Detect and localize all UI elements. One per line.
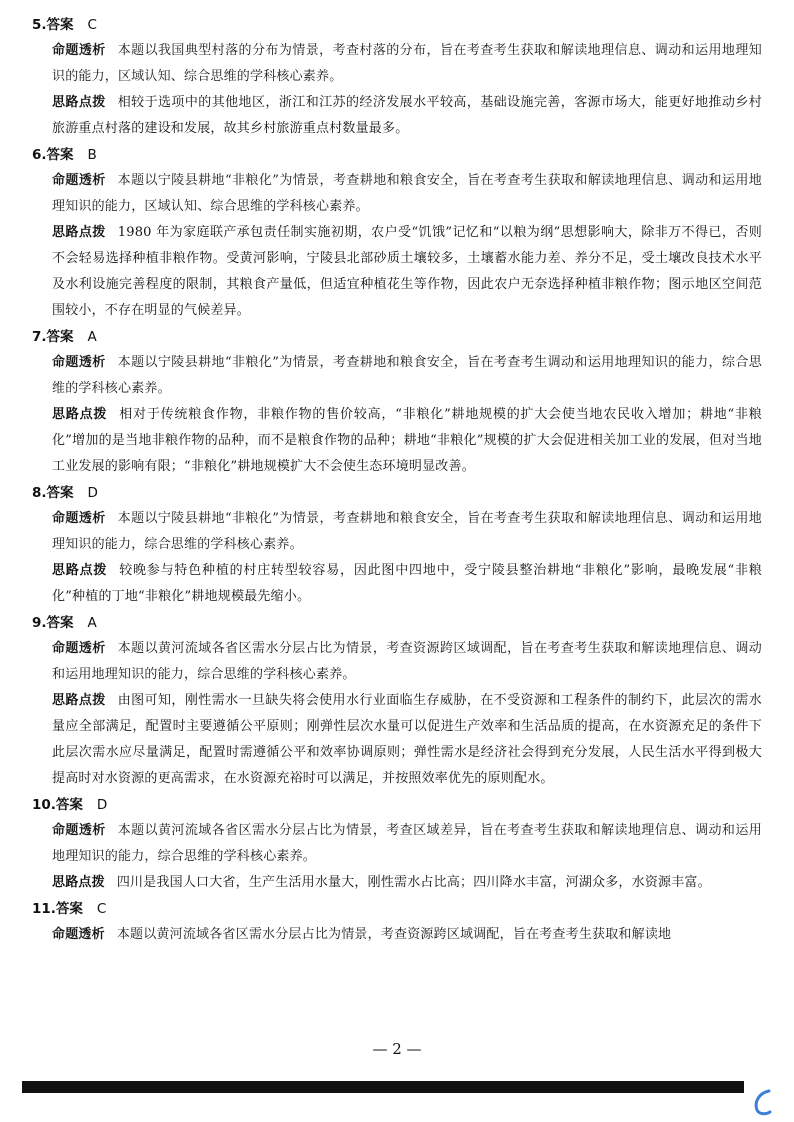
analysis-label: 命题透析 xyxy=(52,511,106,526)
answer-label: 答案 xyxy=(55,797,83,813)
hint-text: 四川是我国人口大省，生产生活用水量大，刚性需水占比高；四川降水丰富，河湖众多，水资源丰富。 xyxy=(116,875,711,890)
hint-text: 1980 年为家庭联产承包责任制实施初期，农户受“饥饿”记忆和“以粮为纲”思想影响大，除非万不得已，否则不会轻易选择种植非粮作物。受黄河影响，宁陵县北部砂质土壤较多，土壤蓄水能力差、养分不足，受土壤改良技术水平及水利设施完善程度的限制，其粮食产量低，但适宜种植花生等作物，因此农户无奈选择种植非粮作物；图示地区空间范围较小，不存在明显的气候差异。 xyxy=(52,225,762,318)
answer-letter: D xyxy=(96,797,108,813)
hint-label: 思路点拨 xyxy=(52,95,106,110)
answer-heading xyxy=(32,610,762,636)
question-number: 9. xyxy=(32,615,47,631)
answer-item xyxy=(32,480,762,610)
question-number: 6. xyxy=(32,147,47,163)
answer-item xyxy=(32,142,762,324)
answer-label: 答案 xyxy=(46,485,74,501)
hint-label: 思路点拨 xyxy=(52,875,105,890)
hint-text: 较晚参与特色种植的村庄转型较容易，因此图中四地中，受宁陵县整治耕地“非粮化”影响，最晚发展“非粮化”种植的丁地“非粮化”耕地规模最先缩小。 xyxy=(52,563,762,604)
hint-text: 由图可知，刚性需水一旦缺失将会使用水行业面临生存威胁，在不受资源和工程条件的制约下，此层次的需水量应全部满足，配置时主要遵循公平原则；刚弹性层次水量可以促进生产效率和生活品质的提高，在水资源充足的条件下此层次需水应尽量满足，配置时需遵循公平和效率协调原则；弹性需水是经济社会得到充分发展，人民生活水平得到极大提高时对水资源的更高需求，在水资源充裕时可以满足，并按照效率优先的原则配水。 xyxy=(52,693,762,786)
answer-heading xyxy=(32,792,762,818)
analysis-label: 命题透析 xyxy=(52,641,106,656)
hint-text: 相对于传统粮食作物，非粮作物的售价较高，“非粮化”耕地规模的扩大会使当地农民收入增加；耕地“非粮化”增加的是当地非粮作物的品种，而不是粮食作物的品种；耕地“非粮化”规模的扩大会促进相关加工业的发展，但对当地工业发展的影响有限；“非粮化”耕地规模扩大不会使生态环境明显改善。 xyxy=(52,407,762,474)
analysis-text: 本题以宁陵县耕地“非粮化”为情景，考查耕地和粮食安全，旨在考查考生调动和运用地理知识的能力，综合思维的学科核心素养。 xyxy=(52,355,762,396)
hint-paragraph xyxy=(32,402,762,480)
hint-label: 思路点拨 xyxy=(52,563,108,578)
question-number: 8. xyxy=(32,485,47,501)
question-number: 11. xyxy=(32,901,56,917)
hint-paragraph xyxy=(32,90,762,142)
answer-heading xyxy=(32,142,762,168)
analysis-label: 命题透析 xyxy=(52,927,105,942)
hint-label: 思路点拨 xyxy=(52,407,108,422)
hint-label: 思路点拨 xyxy=(52,693,106,708)
answer-heading xyxy=(32,896,762,922)
answer-item xyxy=(32,12,762,142)
answer-letter: C xyxy=(87,17,97,33)
hint-paragraph xyxy=(32,220,762,324)
analysis-paragraph xyxy=(32,38,762,90)
question-number: 7. xyxy=(32,329,47,345)
analysis-text: 本题以我国典型村落的分布为情景，考查村落的分布，旨在考查考生获取和解读地理信息、调动和运用地理知识的能力，区域认知、综合思维的学科核心素养。 xyxy=(52,43,762,84)
answer-heading xyxy=(32,324,762,350)
answer-list xyxy=(32,12,762,948)
answer-letter: B xyxy=(87,147,97,163)
hint-paragraph xyxy=(32,558,762,610)
answer-item xyxy=(32,324,762,480)
analysis-label: 命题透析 xyxy=(52,355,106,370)
answer-label: 答案 xyxy=(46,17,74,33)
corner-logo-icon xyxy=(752,1088,774,1116)
analysis-paragraph xyxy=(32,636,762,688)
answer-letter: C xyxy=(96,901,107,917)
answer-heading xyxy=(32,480,762,506)
answer-label: 答案 xyxy=(46,147,74,163)
answer-label: 答案 xyxy=(55,901,83,917)
analysis-label: 命题透析 xyxy=(52,823,106,838)
answer-letter: D xyxy=(87,485,98,501)
analysis-text: 本题以宁陵县耕地“非粮化”为情景，考查耕地和粮食安全，旨在考查考生获取和解读地理信息、调动和运用地理知识的能力，综合思维的学科核心素养。 xyxy=(52,511,762,552)
page-number: — 2 — xyxy=(372,1040,422,1058)
hint-paragraph xyxy=(32,870,762,896)
bottom-bar xyxy=(22,1081,744,1093)
analysis-text: 本题以黄河流域各省区需水分层占比为情景，考查资源跨区域调配，旨在考查考生获取和解读地理信息、调动和运用地理知识的能力，综合思维的学科核心素养。 xyxy=(52,641,762,682)
answer-heading xyxy=(32,12,762,38)
analysis-label: 命题透析 xyxy=(52,43,106,58)
answer-item xyxy=(32,896,762,948)
answer-item xyxy=(32,792,762,896)
hint-paragraph xyxy=(32,688,762,792)
answer-label: 答案 xyxy=(46,329,74,345)
analysis-text: 本题以黄河流域各省区需水分层占比为情景，考查资源跨区域调配，旨在考查考生获取和解读地 xyxy=(116,927,672,942)
hint-text: 相较于选项中的其他地区，浙江和江苏的经济发展水平较高，基础设施完善，客源市场大，能更好地推动乡村旅游重点村落的建设和发展，故其乡村旅游重点村数量最多。 xyxy=(52,95,762,136)
question-number: 10. xyxy=(32,797,56,813)
hint-label: 思路点拨 xyxy=(52,225,106,240)
analysis-label: 命题透析 xyxy=(52,173,106,188)
analysis-paragraph xyxy=(32,168,762,220)
analysis-text: 本题以宁陵县耕地“非粮化”为情景，考查耕地和粮食安全，旨在考查考生获取和解读地理信息、调动和运用地理知识的能力，区域认知、综合思维的学科核心素养。 xyxy=(52,173,762,214)
analysis-paragraph xyxy=(32,818,762,870)
answer-letter: A xyxy=(87,615,97,631)
answer-letter: A xyxy=(87,329,97,345)
analysis-paragraph xyxy=(32,506,762,558)
analysis-paragraph xyxy=(32,350,762,402)
answer-item xyxy=(32,610,762,792)
question-number: 5. xyxy=(32,17,47,33)
answer-label: 答案 xyxy=(46,615,74,631)
analysis-paragraph xyxy=(32,922,762,948)
analysis-text: 本题以黄河流域各省区需水分层占比为情景，考查区域差异，旨在考查考生获取和解读地理信息、调动和运用地理知识的能力，综合思维的学科核心素养。 xyxy=(52,823,762,864)
